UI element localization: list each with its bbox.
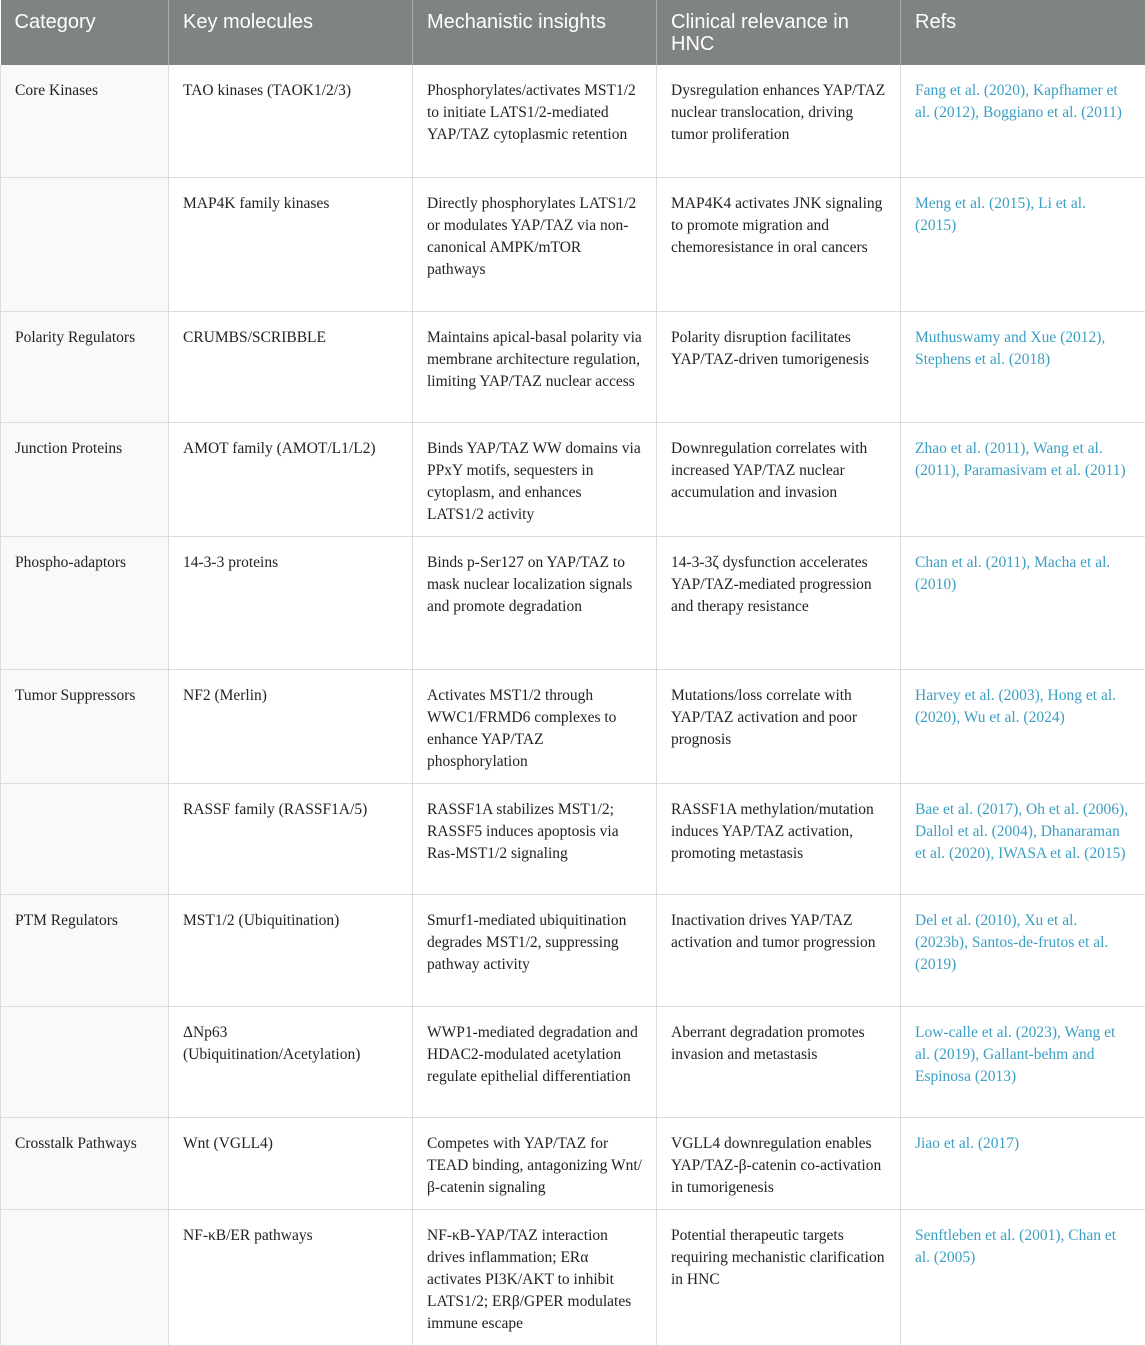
- cell-clinical: RASSF1A methylation/mutation induces YAP/TAZ activation, promoting metastasis: [657, 783, 901, 894]
- header-key-molecules: Key molecules: [169, 0, 413, 65]
- cell-clinical: Polarity disruption facilitates YAP/TAZ-driven tumorigenesis: [657, 311, 901, 422]
- cell-category: [1, 1209, 169, 1345]
- table-row: [1, 536, 1145, 669]
- cell-refs-link[interactable]: Harvey et al. (2003), Hong et al. (2020), Wu et al. (2024): [901, 669, 1145, 783]
- cell-mechanism: NF-κB-YAP/TAZ interaction drives inflammation; ERα activates PI3K/AKT to inhibit LATS1/2; ERβ/GPER modulates immune escape: [413, 1209, 657, 1345]
- header-row: [1, 0, 1145, 65]
- cell-mechanism: Activates MST1/2 through WWC1/FRMD6 complexes to enhance YAP/TAZ phosphorylation: [413, 669, 657, 783]
- cell-mechanism: Maintains apical-basal polarity via membrane architecture regulation, limiting YAP/TAZ nuclear access: [413, 311, 657, 422]
- cell-refs-link[interactable]: Meng et al. (2015), Li et al. (2015): [901, 177, 1145, 311]
- cell-mechanism: Phosphorylates/activates MST1/2 to initiate LATS1/2-mediated YAP/TAZ cytoplasmic retention: [413, 65, 657, 177]
- cell-clinical: Mutations/loss correlate with YAP/TAZ activation and poor prognosis: [657, 669, 901, 783]
- table-row: [1, 1209, 1145, 1345]
- cell-mechanism: Competes with YAP/TAZ for TEAD binding, antagonizing Wnt/β-catenin signaling: [413, 1117, 657, 1209]
- cell-clinical: Potential therapeutic targets requiring mechanistic clarification in HNC: [657, 1209, 901, 1345]
- cell-mechanism: RASSF1A stabilizes MST1/2; RASSF5 induces apoptosis via Ras-MST1/2 signaling: [413, 783, 657, 894]
- table-row: [1, 894, 1145, 1006]
- cell-molecules: Wnt (VGLL4): [169, 1117, 413, 1209]
- header-clinical-relevance: Clinical relevance in HNC: [657, 0, 901, 65]
- header-mechanistic-insights: Mechanistic insights: [413, 0, 657, 65]
- cell-category: [1, 177, 169, 311]
- cell-refs-link[interactable]: Fang et al. (2020), Kapfhamer et al. (2012), Boggiano et al. (2011): [901, 65, 1145, 177]
- table-row: [1, 1117, 1145, 1209]
- cell-refs-link[interactable]: Jiao et al. (2017): [901, 1117, 1145, 1209]
- cell-molecules: MAP4K family kinases: [169, 177, 413, 311]
- cell-molecules: CRUMBS/SCRIBBLE: [169, 311, 413, 422]
- cell-category: PTM Regulators: [1, 894, 169, 1006]
- cell-category: Core Kinases: [1, 65, 169, 177]
- cell-refs-link[interactable]: Zhao et al. (2011), Wang et al. (2011), Paramasivam et al. (2011): [901, 422, 1145, 536]
- table-row: [1, 1006, 1145, 1117]
- table-row: [1, 65, 1145, 177]
- table-row: [1, 422, 1145, 536]
- cell-mechanism: Smurf1-mediated ubiquitination degrades MST1/2, suppressing pathway activity: [413, 894, 657, 1006]
- cell-mechanism: Binds p-Ser127 on YAP/TAZ to mask nuclear localization signals and promote degradation: [413, 536, 657, 669]
- table-header: [1, 0, 1145, 65]
- cell-category: Polarity Regulators: [1, 311, 169, 422]
- cell-category: Crosstalk Pathways: [1, 1117, 169, 1209]
- cell-category: Phospho-adaptors: [1, 536, 169, 669]
- table-row: [1, 311, 1145, 422]
- cell-category: [1, 783, 169, 894]
- table-row: [1, 669, 1145, 783]
- table-row: [1, 177, 1145, 311]
- cell-mechanism: Binds YAP/TAZ WW domains via PPxY motifs, sequesters in cytoplasm, and enhances LATS1/2 activity: [413, 422, 657, 536]
- cell-category: Junction Proteins: [1, 422, 169, 536]
- cell-molecules: MST1/2 (Ubiquitination): [169, 894, 413, 1006]
- cell-mechanism: Directly phosphorylates LATS1/2 or modulates YAP/TAZ via non-canonical AMPK/mTOR pathways: [413, 177, 657, 311]
- cell-molecules: 14-3-3 proteins: [169, 536, 413, 669]
- header-refs: Refs: [901, 0, 1145, 65]
- cell-clinical: Dysregulation enhances YAP/TAZ nuclear translocation, driving tumor proliferation: [657, 65, 901, 177]
- cell-refs-link[interactable]: Bae et al. (2017), Oh et al. (2006), Dallol et al. (2004), Dhanaraman et al. (2020), IWASA et al. (2015): [901, 783, 1145, 894]
- cell-clinical: MAP4K4 activates JNK signaling to promote migration and chemoresistance in oral cancers: [657, 177, 901, 311]
- cell-clinical: VGLL4 downregulation enables YAP/TAZ-β-catenin co-activation in tumorigenesis: [657, 1117, 901, 1209]
- cell-category: [1, 1006, 169, 1117]
- table-row: [1, 783, 1145, 894]
- cell-refs-link[interactable]: Low-calle et al. (2023), Wang et al. (2019), Gallant-behm and Espinosa (2013): [901, 1006, 1145, 1117]
- cell-molecules: NF-κB/ER pathways: [169, 1209, 413, 1345]
- cell-molecules: RASSF family (RASSF1A/5): [169, 783, 413, 894]
- cell-category: Tumor Suppressors: [1, 669, 169, 783]
- table-body: [1, 65, 1145, 1345]
- header-category: Category: [1, 0, 169, 65]
- cell-molecules: ΔNp63 (Ubiquitination/Acetylation): [169, 1006, 413, 1117]
- cell-refs-link[interactable]: Muthuswamy and Xue (2012), Stephens et al. (2018): [901, 311, 1145, 422]
- cell-molecules: AMOT family (AMOT/L1/L2): [169, 422, 413, 536]
- cell-refs-link[interactable]: Chan et al. (2011), Macha et al. (2010): [901, 536, 1145, 669]
- cell-mechanism: WWP1-mediated degradation and HDAC2-modulated acetylation regulate epithelial differentiation: [413, 1006, 657, 1117]
- cell-refs-link[interactable]: Senftleben et al. (2001), Chan et al. (2005): [901, 1209, 1145, 1345]
- cell-refs-link[interactable]: Del et al. (2010), Xu et al. (2023b), Santos-de-frutos et al. (2019): [901, 894, 1145, 1006]
- cell-clinical: 14-3-3ζ dysfunction accelerates YAP/TAZ-mediated progression and therapy resistance: [657, 536, 901, 669]
- cell-clinical: Downregulation correlates with increased YAP/TAZ nuclear accumulation and invasion: [657, 422, 901, 536]
- cell-clinical: Aberrant degradation promotes invasion and metastasis: [657, 1006, 901, 1117]
- cell-molecules: TAO kinases (TAOK1/2/3): [169, 65, 413, 177]
- cell-clinical: Inactivation drives YAP/TAZ activation and tumor progression: [657, 894, 901, 1006]
- cell-molecules: NF2 (Merlin): [169, 669, 413, 783]
